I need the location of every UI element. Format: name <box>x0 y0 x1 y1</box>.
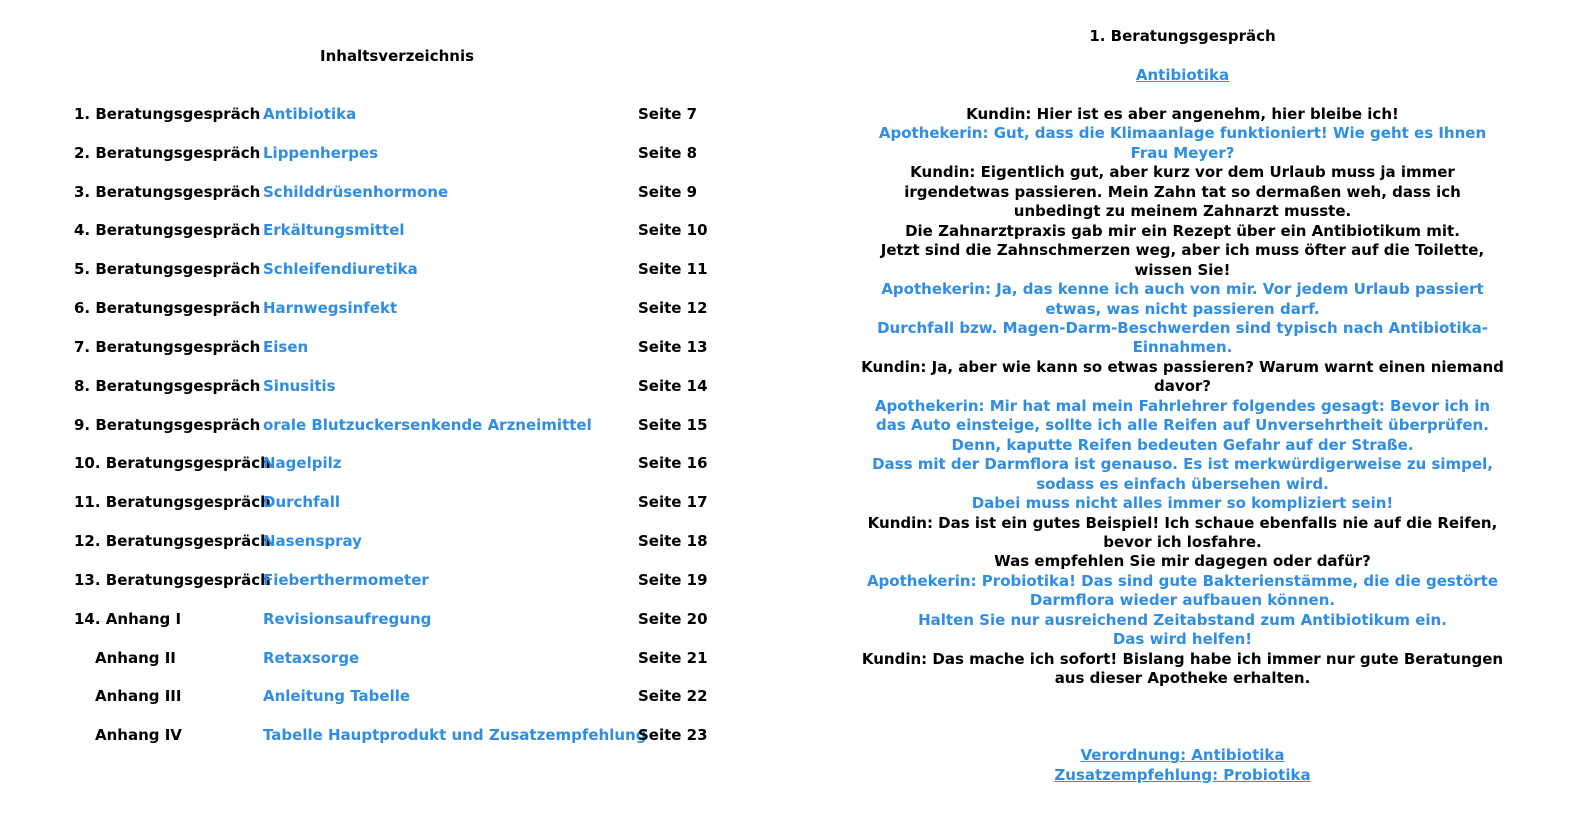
toc-entry-topic-link[interactable]: Harnwegsinfekt <box>263 299 398 317</box>
toc-entry-topic-link[interactable]: Lippenherpes <box>263 144 379 162</box>
toc-entry-page: Seite 12 <box>638 299 708 317</box>
conversation-footer <box>860 746 1505 785</box>
verordnung-link[interactable]: Verordnung: Antibiotika <box>1080 746 1285 764</box>
toc-entry-topic-link[interactable]: Eisen <box>263 338 309 356</box>
toc-entry-page: Seite 20 <box>638 610 708 628</box>
toc-entry-number: 11. Beratungsgespräch <box>74 493 271 511</box>
toc-entry-topic-link[interactable]: Revisionsaufregung <box>263 610 432 628</box>
toc-entry-number: 6. Beratungsgespräch <box>74 299 261 317</box>
toc-entry-topic-link[interactable]: Nagelpilz <box>263 454 342 472</box>
dialog-line-apothekerin: Apothekerin: Gut, dass die Klimaanlage funktioniert! Wie geht es Ihnen Frau Meyer? <box>878 124 1487 162</box>
toc-entry-topic-link[interactable]: Sinusitis <box>263 377 336 395</box>
dialog-line-apothekerin: Apothekerin: Probiotika! Das sind gute Bakterienstämme, die die gestörte Darmflora wieder aufbauen können. <box>866 571 1499 610</box>
toc-entry-page: Seite 15 <box>638 416 708 434</box>
toc-entry-number: 5. Beratungsgespräch <box>74 260 261 278</box>
toc-entry-number: 3. Beratungsgespräch <box>74 183 261 201</box>
toc-entry-topic-link[interactable]: orale Blutzuckersenkende Arzneimittel <box>263 416 592 434</box>
dialog-line-kundin: Die Zahnarztpraxis gab mir ein Rezept über ein Antibiotikum mit. <box>905 221 1460 240</box>
dialog-line-apothekerin: Apothekerin: Mir hat mal mein Fahrlehrer folgendes gesagt: Bevor ich in das Auto einsteige, sollte ich alle Reifen auf Unversehrtheit überprüfen. <box>874 396 1491 435</box>
toc-entry-page: Seite 19 <box>638 571 708 589</box>
toc-entry-number: 14. Anhang I <box>74 610 182 628</box>
toc-title: Inhaltsverzeichnis <box>320 47 475 65</box>
toc-entry-number: 13. Beratungsgespräch <box>74 571 271 589</box>
toc-entry-number: Anhang IV <box>95 726 182 744</box>
toc-entry-page: Seite 13 <box>638 338 708 356</box>
toc-entry-topic-link[interactable]: Schilddrüsenhormone <box>263 183 449 201</box>
toc-entry-topic-link[interactable]: Durchfall <box>263 493 341 511</box>
dialog-line-apothekerin: Apothekerin: Ja, das kenne ich auch von mir. Vor jedem Urlaub passiert etwas, was nicht passieren darf. <box>881 280 1484 318</box>
toc-entry-topic-link[interactable]: Retaxsorge <box>263 649 360 667</box>
toc-entry-number: 8. Beratungsgespräch <box>74 377 261 395</box>
dialog-line-apothekerin: Dabei muss nicht alles immer so kompliziert sein! <box>971 494 1394 513</box>
dialog-line-kundin: Kundin: Das mache ich sofort! Bislang habe ich immer nur gute Beratungen aus dieser Apotheke erhalten. <box>861 649 1504 688</box>
toc-entry-topic-link[interactable]: Tabelle Hauptprodukt und Zusatzempfehlung <box>263 726 647 744</box>
toc-entry-page: Seite 23 <box>638 726 708 744</box>
toc-entry-page: Seite 11 <box>638 260 708 278</box>
toc-entry-page: Seite 8 <box>638 144 698 162</box>
dialog-line-apothekerin: Denn, kaputte Reifen bedeuten Gefahr auf der Straße. <box>951 435 1414 454</box>
toc-entry-number: 12. Beratungsgespräch <box>74 532 271 550</box>
toc-entry-topic-link[interactable]: Nasenspray <box>263 532 362 550</box>
toc-entry-number: 10. Beratungsgespräch <box>74 454 271 472</box>
toc-entry-topic-link[interactable]: Anleitung Tabelle <box>263 687 411 705</box>
toc-entry-number: Anhang II <box>95 649 176 667</box>
toc-entry-page: Seite 22 <box>638 687 708 705</box>
dialog-line-apothekerin: Dass mit der Darmflora ist genauso. Es ist merkwürdigerweise zu simpel, sodass es einfach übersehen wird. <box>872 455 1493 493</box>
toc-entry-page: Seite 14 <box>638 377 708 395</box>
dialog-line-kundin: Jetzt sind die Zahnschmerzen weg, aber ich muss öfter auf die Toilette, wissen Sie! <box>880 241 1485 279</box>
dialog <box>860 105 1505 689</box>
toc-entry-topic-link[interactable]: Antibiotika <box>263 105 357 123</box>
dialog-line-kundin: Kundin: Eigentlich gut, aber kurz vor dem Urlaub muss ja immer irgendetwas passieren. Mein Zahn tat so dermaßen weh, dass ich unbedingt zu meinem Zahnarzt musste. <box>904 163 1461 221</box>
toc-entry-page: Seite 10 <box>638 221 708 239</box>
toc-entry-number: 4. Beratungsgespräch <box>74 221 261 239</box>
dialog-line-apothekerin: Durchfall bzw. Magen-Darm-Beschwerden sind typisch nach Antibiotika-Einnahmen. <box>877 318 1488 357</box>
toc-entry-topic-link[interactable]: Fieberthermometer <box>263 571 429 589</box>
zusatzempfehlung-link[interactable]: Zusatzempfehlung: Probiotika <box>1054 765 1311 784</box>
toc-entry-page: Seite 17 <box>638 493 708 511</box>
dialog-line-kundin: Was empfehlen Sie mir dagegen oder dafür? <box>994 552 1371 571</box>
dialog-line-kundin: Kundin: Ja, aber wie kann so etwas passieren? Warum warnt einen niemand davor? <box>861 357 1504 396</box>
toc-entry-number: 9. Beratungsgespräch <box>74 416 261 434</box>
toc-entry-page: Seite 16 <box>638 454 708 472</box>
dialog-line-apothekerin: Halten Sie nur ausreichend Zeitabstand zum Antibiotikum ein. <box>918 610 1447 629</box>
toc-entry-number: Anhang III <box>95 687 182 705</box>
toc-entry-topic-link[interactable]: Schleifendiuretika <box>263 260 418 278</box>
toc-entry-page: Seite 9 <box>638 183 698 201</box>
conversation-title: 1. Beratungsgespräch <box>1089 27 1276 45</box>
toc-entry-page: Seite 18 <box>638 532 708 550</box>
dialog-line-kundin: Kundin: Das ist ein gutes Beispiel! Ich schaue ebenfalls nie auf die Reifen, bevor ich losfahre. <box>867 513 1498 551</box>
conversation-topic-link[interactable]: Antibiotika <box>1135 66 1230 84</box>
toc-entry-number: 7. Beratungsgespräch <box>74 338 261 356</box>
toc-entry-number: 2. Beratungsgespräch <box>74 144 261 162</box>
dialog-line-apothekerin: Das wird helfen! <box>1112 630 1253 649</box>
toc-entry-topic-link[interactable]: Erkältungsmittel <box>263 221 405 239</box>
dialog-line-kundin: Kundin: Hier ist es aber angenehm, hier bleibe ich! <box>966 105 1399 123</box>
toc-entry-number: 1. Beratungsgespräch <box>74 105 261 123</box>
toc-entry-page: Seite 21 <box>638 649 708 667</box>
toc-entry-page: Seite 7 <box>638 105 698 123</box>
